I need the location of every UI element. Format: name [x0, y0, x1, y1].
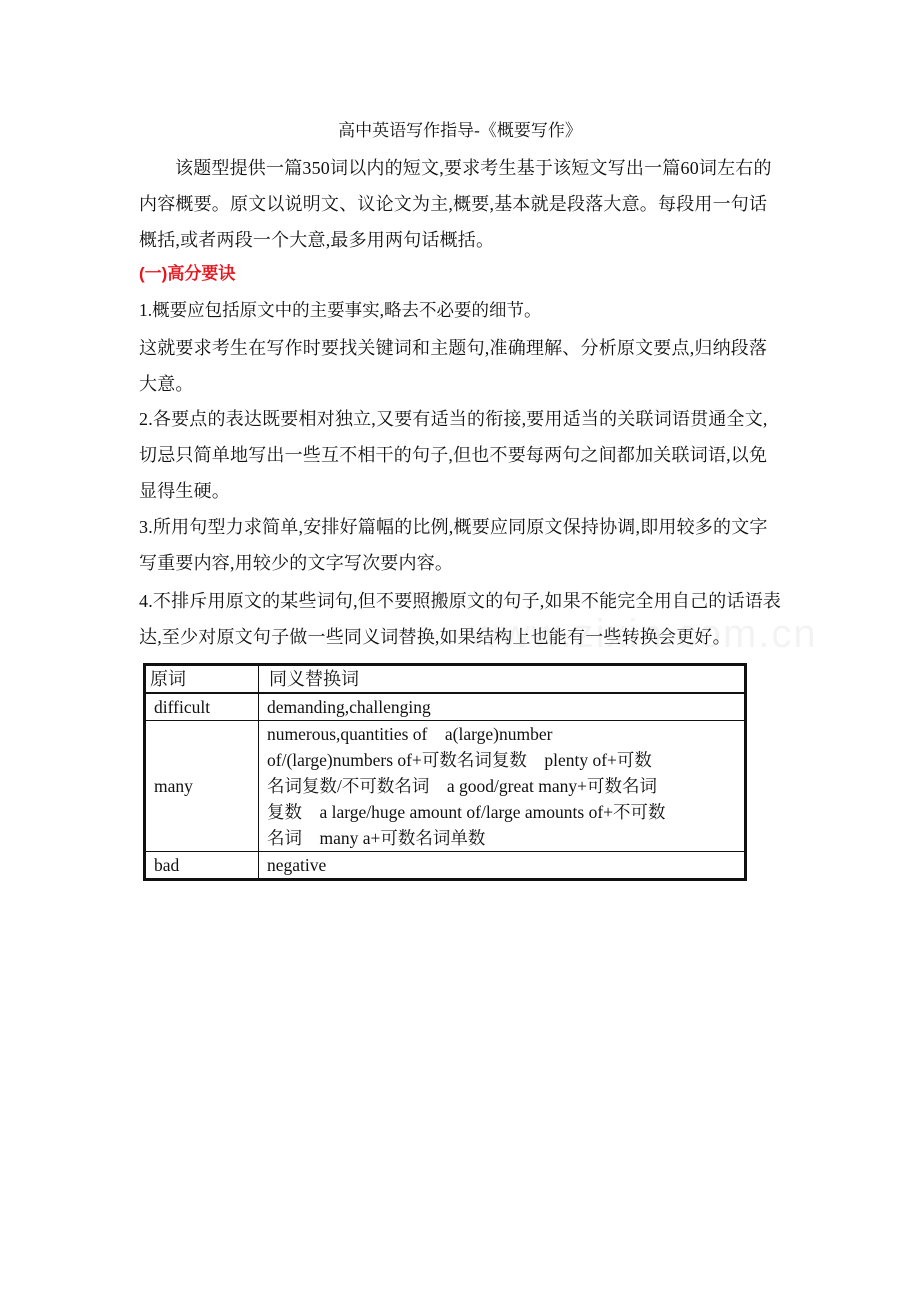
- synonym-line: 名词复数/不可数名词 a good/great many+可数名词: [267, 776, 657, 796]
- header-synonyms: 同义替换词: [259, 665, 746, 694]
- table-header-row: [145, 665, 746, 694]
- table-row: [145, 852, 746, 880]
- word-cell: difficult: [145, 693, 259, 721]
- synonym-line: 名词 many a+可数名词单数: [267, 828, 486, 848]
- header-original-word: 原词: [145, 665, 259, 694]
- point-1-detail: 这就要求考生在写作时要找关键词和主题句,准确理解、分析原文要点,归纳段落大意。: [139, 338, 768, 394]
- point-4: 4.不排斥用原文的某些词句,但不要照搬原文的句子,如果不能完全用自己的话语表达,至少对原文句子做一些同义词替换,如果结构上也能有一些转换会更好。: [139, 591, 782, 647]
- point-2: 2.各要点的表达既要相对独立,又要有适当的衔接,要用适当的关联词语贯通全文,切忌只简单地写出一些互不相干的句子,但也不要每两句之间都加关联词语,以免显得生硬。: [139, 409, 768, 501]
- section-heading: (一)高分要诀: [139, 264, 236, 283]
- synonym-table: [143, 663, 747, 881]
- synonym-line: negative: [267, 855, 327, 875]
- synonym-line: numerous,quantities of a(large)number: [267, 724, 553, 744]
- intro-paragraph: 该题型提供一篇350词以内的短文,要求考生基于该短文写出一篇60词左右的内容概要。原文以说明文、议论文为主,概要,基本就是段落大意。每段用一句话概括,或者两段一个大意,最多用两句话概括。: [139, 158, 772, 250]
- point-1-line-1: 1.概要应包括原文中的主要事实,略去不必要的细节。: [139, 300, 542, 320]
- synonym-cell: [259, 852, 746, 880]
- table-row: [145, 721, 746, 852]
- synonym-line: 复数 a large/huge amount of/large amounts of+不可数: [267, 802, 666, 822]
- synonym-cell: [259, 693, 746, 721]
- synonym-cell: [259, 721, 746, 852]
- synonym-line: demanding,challenging: [267, 697, 431, 717]
- word-cell: many: [145, 721, 259, 852]
- point-3: 3.所用句型力求简单,安排好篇幅的比例,概要应同原文保持协调,即用较多的文字写重要内容,用较少的文字写次要内容。: [139, 517, 768, 573]
- synonym-line: of/(large)numbers of+可数名词复数 plenty of+可数: [267, 750, 652, 770]
- document-title: 高中英语写作指导-《概要写作》: [338, 121, 582, 140]
- table-row: [145, 693, 746, 721]
- word-cell: bad: [145, 852, 259, 880]
